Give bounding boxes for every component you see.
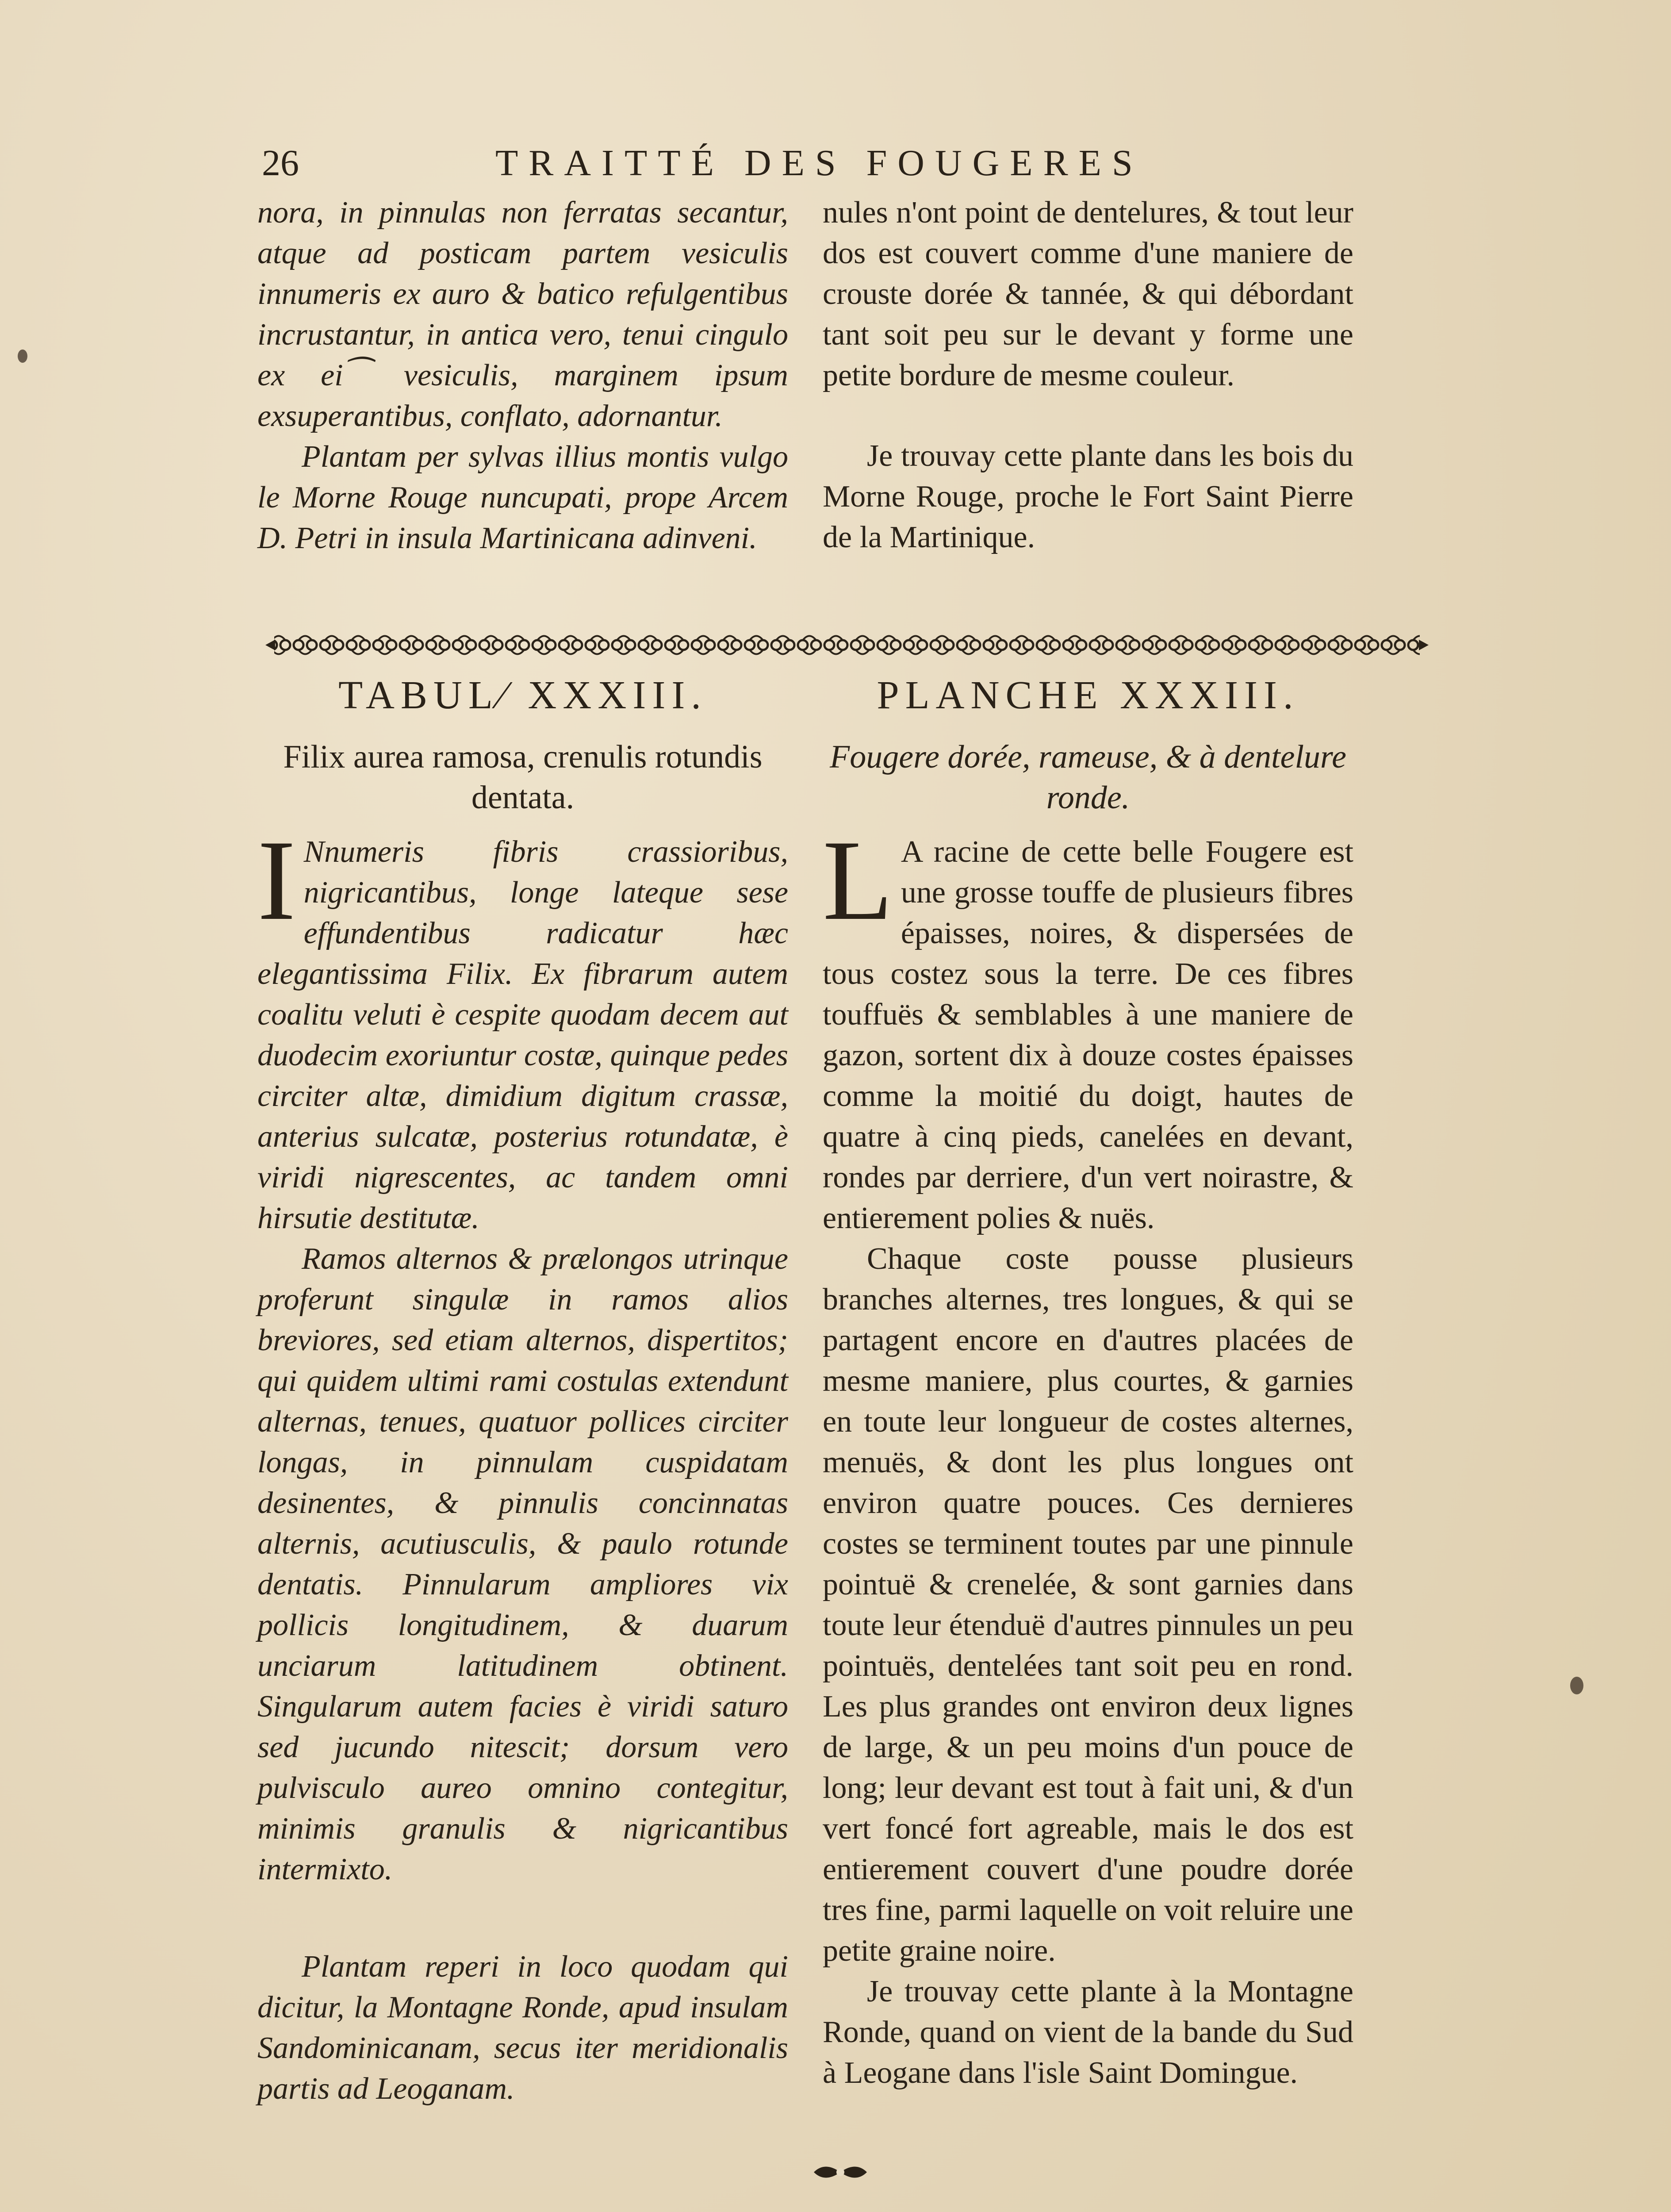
latin-paragraph-1 (257, 817, 788, 1239)
latin-top-paragraph-2: Plantam per sylvas illius montis vulgo le Morne Rouge nuncupati, prope Arcem D. Petri in insula Martinicana adinveni. (257, 440, 788, 555)
latin-plate-heading: TABUL⁄ XXXIII. (338, 673, 707, 717)
latin-plant-title: Filix aurea ramosa, crenulis rotundis dentata. (283, 739, 763, 816)
french-plate-heading: PLANCHE XXXIII. (877, 673, 1299, 717)
latin-paragraph-1-text: Nnumeris fibris crassioribus, nigricantibus, longe lateque sese effundentibus radicatur hæc elegantissima Filix. Ex fibrarum autem coalitu veluti è cespite quodam decem aut duodecim exoriuntur costæ, quinque pedes circiter altæ, dimidium digitum crassæ, anterius sulcatæ, posterius rotundatæ, è viridi nigrescentes, ac tandem omni hirsutie destitutæ. (257, 835, 788, 1235)
page-number: 26 (262, 142, 299, 184)
french-paragraph-3: Je trouvay cette plante à la Montagne Ronde, quand on vient de la bande du Sud à Leogane dans l'isle Saint Domingue. (823, 1974, 1353, 2090)
french-paragraph-1 (823, 817, 1353, 1239)
french-paragraph-2: Chaque coste pousse plusieurs branches alternes, tres longues, & qui se partagent encore en d'autres placées de mesme maniere, plus courtes, & garnies en toute leur longueur de costes alternes, menuës, & dont les plus longues ont environ quatre pouces. Ces dernieres costes se terminent toutes par une pinnule pointuë & crenelée, & sont garnies dans toute leur étenduë d'autres pinnules un peu pointuës, dentelées tant soit peu en rond. Les plus grandes ont environ deux lignes de large, & un peu moins d'un pouce de long; leur devant est tout à fait uni, & d'un vert foncé fort agreable, mais le dos est entierement couvert d'une poudre dorée tres fine, parmi laquelle on voit reluire une petite graine noire. (823, 1242, 1353, 1968)
french-top-column (823, 192, 1353, 558)
french-top-paragraph-1: nules n'ont point de dentelures, & tout leur dos est couvert comme d'une maniere de crouste dorée & tannée, & qui débordant tant soit peu sur le devant y forme une petite bordure de mesme couleur. (823, 196, 1353, 392)
end-ornament (809, 2159, 871, 2185)
french-plant-title: Fougere dorée, rameuse, & à dentelure ronde. (830, 739, 1346, 816)
french-dropcap: L (823, 817, 893, 944)
latin-paragraph-2: Ramos alternos & prælongos utrinque proferunt singulæ in ramos alios breviores, sed etiam alternos, dispertitos; qui quidem ultimi rami costulas extendunt alternas, tenues, quatuor pollices circiter longas, in pinnulam cuspidatam desinentes, & pinnulis concinnatas alternis, acutiusculis, & paulo rotunde dentatis. Pinnularum ampliores vix pollicis longitudinem, & duarum unciarum latitudinem obtinent. Singularum autem facies è viridi saturo sed jucundo nitescit; dorsum vero pulvisculo aureo omnino contegitur, minimis granulis & nigricantibus intermixto. (257, 1242, 788, 1886)
latin-description-column (257, 817, 788, 1890)
ornament-divider (265, 632, 1429, 658)
latin-top-column (257, 192, 788, 559)
ink-spot (18, 349, 27, 363)
french-top-paragraph-2: Je trouvay cette plante dans les bois du Morne Rouge, proche le Fort Saint Pierre de la Martinique. (823, 439, 1353, 554)
latin-location: Plantam reperi in loco quodam qui dicitur, la Montagne Ronde, apud insulam Sandominicanam, secus iter meridionalis partis ad Leoganam. (257, 1950, 788, 2106)
ink-spot (1570, 1677, 1583, 1694)
latin-dropcap: I (257, 817, 296, 944)
latin-location-column (257, 1947, 788, 2109)
french-paragraph-1-text: A racine de cette belle Fougere est une grosse touffe de plusieurs fibres épaisses, noires, & dispersées de tous costez sous la terre. De ces fibres touffuës & semblables à une maniere de gazon, sortent dix à douze costes épaisses comme la moitié du doigt, hautes de quatre à cinq pieds, canelées en devant, rondes par derriere, d'un vert noirastre, & entierement polies & nuës. (823, 835, 1353, 1235)
latin-top-paragraph-1: nora, in pinnulas non ferratas secantur, atque ad posticam partem vesiculis innumeris ex auro & batico refulgentibus incrustantur, in antica vero, tenui cingulo ex ei⁀ vesiculis, marginem ipsum exsuperantibus, conflato, adornantur. (257, 196, 788, 433)
french-description-column (823, 817, 1353, 2093)
running-title: TRAITTÉ DES FOUGERES (495, 142, 1143, 184)
